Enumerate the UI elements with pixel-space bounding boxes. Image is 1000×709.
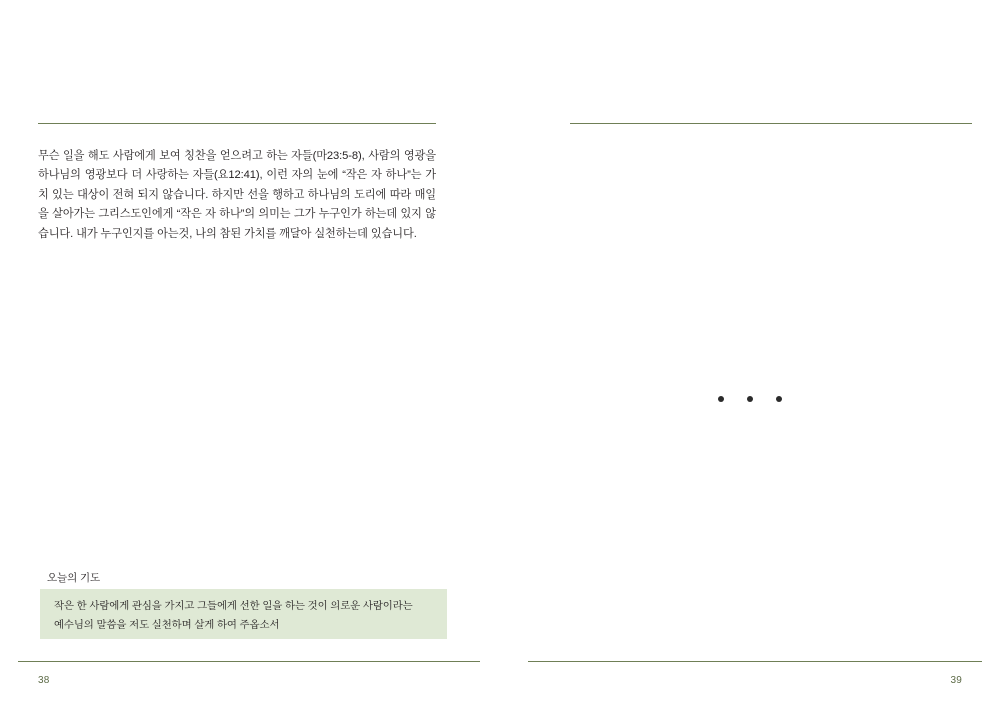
prayer-box bbox=[40, 589, 447, 639]
prayer-line: 작은 한 사람에게 관심을 가지고 그들에게 선한 일을 하는 것이 의로운 사람이라는 bbox=[54, 601, 413, 612]
prayer-section-title: 오늘의 기도 bbox=[47, 572, 101, 584]
left-page-top-rule bbox=[38, 123, 436, 124]
prayer-line: 예수님의 말씀을 저도 실천하며 살게 하여 주옵소서 bbox=[54, 619, 280, 631]
page-number-left: 38 bbox=[38, 675, 50, 686]
right-page bbox=[500, 0, 1000, 709]
body-paragraph: 무슨 일을 해도 사람에게 보여 칭찬을 얻으려고 하는 자들(마23:5-8), 사람의 영광을 하나님의 영광보다 더 사랑하는 자들(요12:41), 이런 자의 눈에 “작은 자 하나”는 가치 있는 대상이 전혀 되지 않습니다. 하지만 선을 행하고 하나님의 도리에 따라 매일을 살아가는 그리스도인에게 “작은 자 하나”의 의미는 그가 누구인가 하는데 있지 않습니다. 내가 누구인지를 아는것, 나의 참된 가치를 깨달아 실천하는데 있습니다. bbox=[38, 150, 436, 240]
three-dots-ornament bbox=[718, 396, 782, 402]
right-page-bottom-rule bbox=[528, 661, 982, 662]
left-page-bottom-rule bbox=[18, 661, 480, 662]
dot-icon bbox=[747, 396, 753, 402]
dot-icon bbox=[718, 396, 724, 402]
page-number-right: 39 bbox=[950, 675, 962, 686]
dot-icon bbox=[776, 396, 782, 402]
right-page-top-rule bbox=[570, 123, 972, 124]
